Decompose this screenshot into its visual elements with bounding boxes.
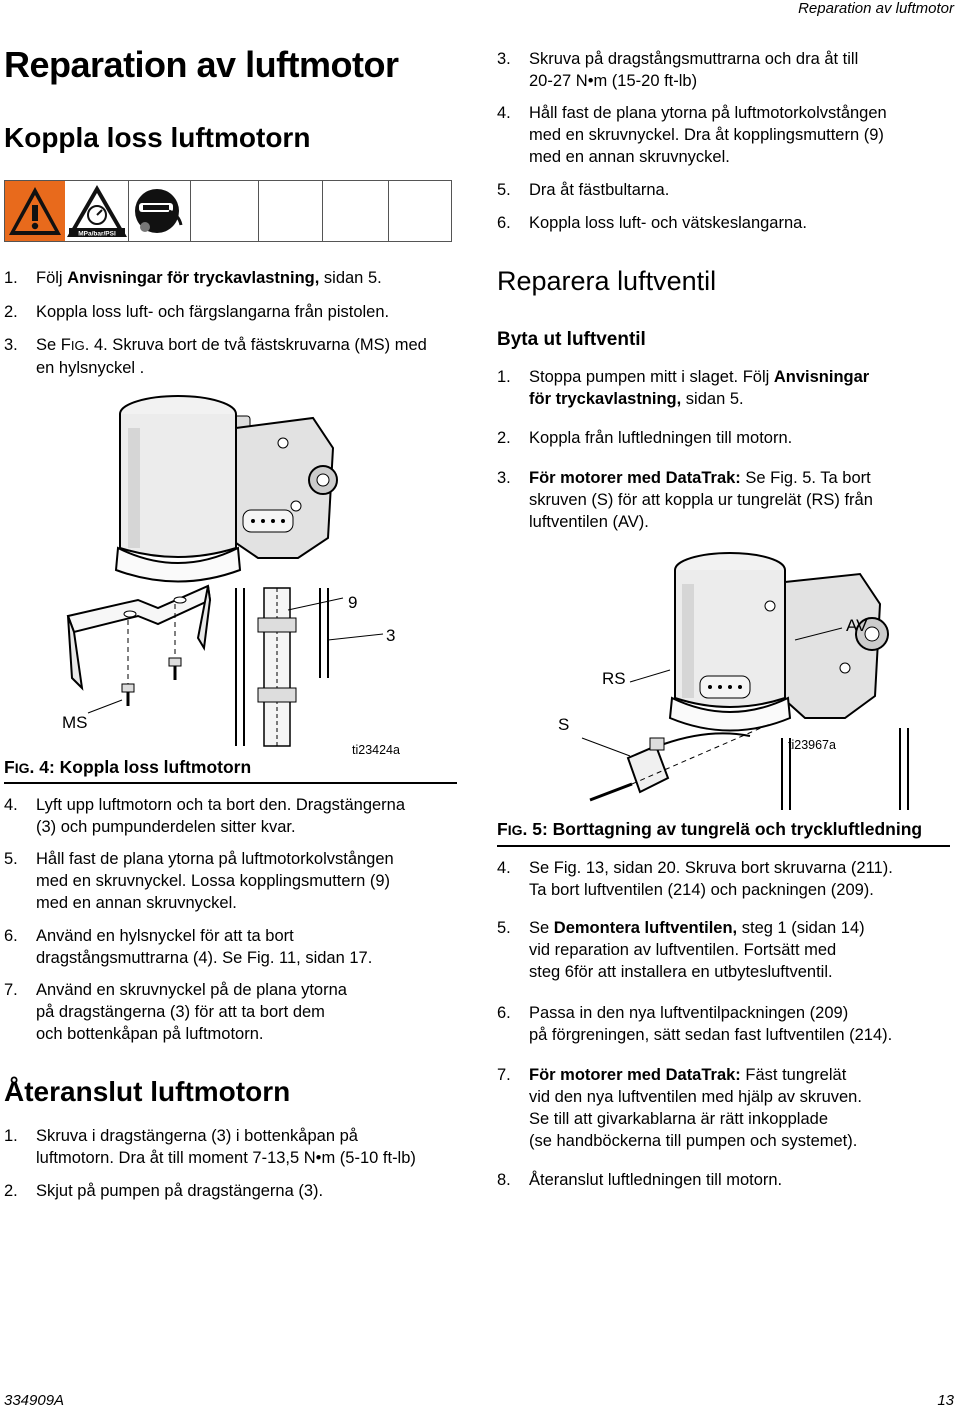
- page-number: 13: [937, 1392, 954, 1409]
- icon-label: MPa/bar/PSI: [78, 230, 116, 238]
- callout-9: 9: [348, 593, 358, 612]
- list-item: 4. Lyft upp luftmotorn och ta bort den. Dragstängerna (3) och pumpunderdelen sitter kvar.: [4, 796, 406, 836]
- callout-3: 3: [386, 626, 396, 645]
- list-item: 1. Stoppa pumpen mitt i slaget. Följ Anvisningar för tryckavlastning, sidan 5.: [497, 368, 870, 408]
- list-item: 1. Skruva i dragstängerna (3) i bottenkåpan på luftmotorn. Dra åt till moment 7-13,5 N•m (5-10 ft-lb): [4, 1127, 416, 1167]
- callout-s: S: [558, 715, 570, 734]
- figure-id: ti23967a: [788, 738, 836, 752]
- figure-5-caption: FIG. 5: Borttagning av tungrelä och tryckluftledning: [497, 819, 923, 839]
- figure-4-caption: FIG. 4: Koppla loss luftmotorn: [4, 757, 252, 777]
- figure-4-drawing: [58, 388, 398, 748]
- list-item: 2. Koppla loss luft- och färgslangarna från pistolen.: [4, 303, 390, 321]
- list-item: 8. Återanslut luftledningen till motorn.: [497, 1171, 783, 1189]
- list-item: 3. För motorer med DataTrak: Se Fig. 5. Ta bort skruven (S) för att koppla ur tungrelät (RS) från luftventilen (AV).: [497, 469, 873, 531]
- list-item: 4. Se Fig. 13, sidan 20. Skruva bort skruvarna (211). Ta bort luftventilen (214) och packningen (209).: [497, 859, 893, 899]
- figure-id: ti23424a: [352, 743, 400, 757]
- section-title-reconnect: Återanslut luftmotorn: [4, 1076, 291, 1107]
- empty-icon-cell: [259, 181, 323, 241]
- subsection-title: Byta ut luftventil: [497, 329, 646, 350]
- list-item: 7. För motorer med DataTrak: Fäst tungrelät vid den nya luftventilen med hjälp av skruven. Se till att givarkablarna är rätt inkopplade (se handböckerna till pumpen och systemet).: [497, 1066, 862, 1150]
- figure-rule: [4, 782, 457, 784]
- hazard-icon-row: [4, 180, 452, 242]
- page-title: Reparation av luftmotor: [4, 44, 399, 85]
- section-title-disconnect: Koppla loss luftmotorn: [4, 122, 311, 153]
- list-item: 5. Håll fast de plana ytorna på luftmotorkolvstången med en skruvnyckel. Lossa kopplingsmuttern (9) med en annan skruvnyckel.: [4, 850, 394, 912]
- list-item: 4. Håll fast de plana ytorna på luftmotorkolvstången med en skruvnyckel. Dra åt kopplingsmuttern (9) med en annan skruvnyckel.: [497, 104, 887, 166]
- running-header: Reparation av luftmotor: [798, 0, 954, 17]
- figure-rule: [497, 845, 950, 847]
- protective-gear-icon: [129, 181, 191, 241]
- document-number: 334909A: [4, 1392, 65, 1409]
- warning-icon: [5, 181, 65, 241]
- list-item: 3. Se FIG. 4. Skruva bort de två fästskruvarna (MS) med en hylsnyckel .: [4, 336, 427, 377]
- list-item: 6. Använd en hylsnyckel för att ta bort dragstångsmuttrarna (4). Se Fig. 11, sidan 17.: [4, 927, 373, 967]
- list-item: 2. Skjut på pumpen på dragstängerna (3).: [4, 1182, 324, 1200]
- list-item: 5. Se Demontera luftventilen, steg 1 (sidan 14) vid reparation av luftventilen. Fortsätt med steg 6för att installera en utbytesluftventil.: [497, 919, 865, 981]
- list-item: 5. Dra åt fästbultarna.: [497, 181, 670, 199]
- pressure-relief-icon: [65, 181, 129, 241]
- list-item: 2. Koppla från luftledningen till motorn.: [497, 429, 793, 447]
- list-item: 1. Följ Anvisningar för tryckavlastning, sidan 5.: [4, 269, 382, 287]
- list-item: 7. Använd en skruvnyckel på de plana ytorna på dragstängerna (3) för att ta bort dem och bottenkåpan på luftmotorn.: [4, 981, 347, 1043]
- empty-icon-cell: [389, 181, 451, 241]
- callout-rs: RS: [602, 669, 626, 688]
- list-item: 6. Koppla loss luft- och vätskeslangarna.: [497, 214, 807, 232]
- callout-ms: MS: [62, 713, 88, 732]
- callout-av: AV: [846, 616, 868, 635]
- list-item: 3. Skruva på dragstångsmuttrarna och dra åt till 20-27 N•m (15-20 ft-lb): [497, 50, 859, 90]
- empty-icon-cell: [323, 181, 389, 241]
- section-title-air-valve: Reparera luftventil: [497, 266, 717, 296]
- list-item: 6. Passa in den nya luftventilpackningen (209) på förgreningen, sätt sedan fast luftventilen (214).: [497, 1004, 893, 1044]
- empty-icon-cell: [191, 181, 259, 241]
